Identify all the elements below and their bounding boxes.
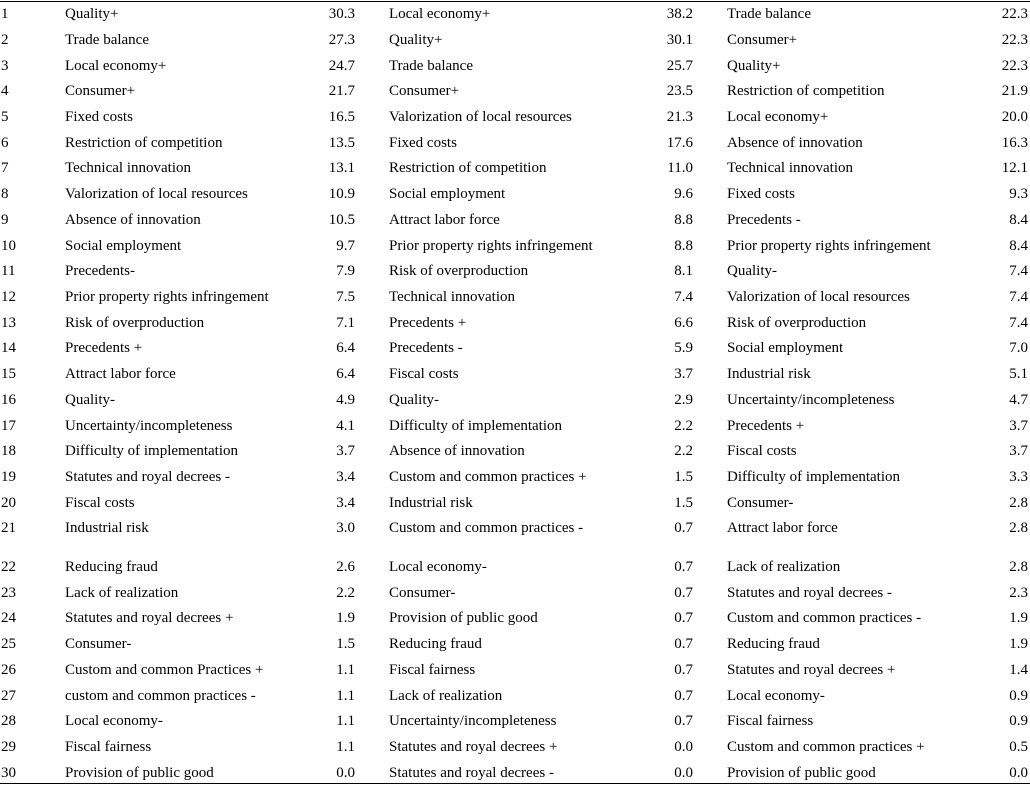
table-row [0, 53, 1030, 79]
factor-name-col3: Quality+ [727, 58, 781, 74]
table-row [0, 490, 1030, 516]
factor-name-col1: Fixed costs [65, 109, 133, 125]
factor-name-col3: Lack of realization [727, 559, 841, 575]
table-row [0, 361, 1030, 387]
factor-name-col3: Precedents - [727, 212, 801, 228]
factor-name-col1: custom and common practices - [65, 688, 256, 704]
factor-value-col1: 10.9 [328, 186, 355, 202]
factor-value-col2: 0.7 [674, 713, 693, 729]
rank-cell: 1 [1, 6, 9, 22]
factor-name-col2: Uncertainty/incompleteness [389, 713, 557, 729]
rank-cell: 2 [1, 32, 9, 48]
factor-name-col2: Fiscal costs [389, 366, 459, 382]
factor-name-col1: Industrial risk [65, 520, 149, 536]
factor-name-col2: Technical innovation [389, 289, 515, 305]
factor-name-col2: Industrial risk [389, 495, 473, 511]
factor-value-col2: 7.4 [674, 289, 693, 305]
factor-name-col3: Difficulty of implementation [727, 469, 901, 485]
table-row [0, 155, 1030, 181]
factor-name-col1: Fiscal costs [65, 495, 135, 511]
table-row [0, 554, 1030, 580]
factor-value-col1: 1.1 [336, 739, 355, 755]
factor-name-col3: Reducing fraud [727, 636, 820, 652]
factor-name-col1: Local economy- [65, 713, 163, 729]
factor-name-col1: Quality- [65, 392, 115, 408]
table-row [0, 207, 1030, 233]
table-row [0, 683, 1030, 709]
factor-name-col1: Restriction of competition [65, 135, 223, 151]
rank-cell: 30 [1, 765, 16, 781]
factor-value-col3: 3.3 [1009, 469, 1028, 485]
table-row [0, 258, 1030, 284]
rank-cell: 4 [1, 83, 9, 99]
factor-name-col3: Local economy+ [727, 109, 829, 125]
factor-value-col1: 30.3 [328, 6, 355, 22]
factor-value-col1: 13.1 [328, 160, 355, 176]
factor-value-col3: 0.0 [1009, 765, 1028, 781]
factor-name-col3: Custom and common practices - [727, 610, 922, 626]
factor-name-col2: Prior property rights infringement [389, 238, 593, 254]
factor-name-col1: Precedents + [65, 340, 143, 356]
table-row [0, 708, 1030, 734]
factor-name-col2: Reducing fraud [389, 636, 482, 652]
factor-value-col3: 2.3 [1009, 585, 1028, 601]
factor-name-col3: Technical innovation [727, 160, 853, 176]
factor-value-col2: 1.5 [674, 495, 693, 511]
factor-name-col2: Provision of public good [389, 610, 538, 626]
factor-value-col1: 21.7 [328, 83, 355, 99]
factor-name-col1: Lack of realization [65, 585, 179, 601]
factor-name-col3: Social employment [727, 340, 844, 356]
factor-value-col3: 3.7 [1009, 443, 1028, 459]
factor-name-col2: Restriction of competition [389, 160, 547, 176]
factor-name-col3: Custom and common practices + [727, 739, 925, 755]
factor-value-col2: 6.6 [674, 315, 693, 331]
factor-name-col2: Attract labor force [389, 212, 500, 228]
factor-value-col3: 0.5 [1009, 739, 1028, 755]
factor-value-col3: 22.3 [1001, 58, 1028, 74]
rank-cell: 23 [1, 585, 16, 601]
rank-cell: 12 [1, 289, 16, 305]
factor-value-col2: 0.0 [674, 765, 693, 781]
factor-value-col3: 20.0 [1001, 109, 1028, 125]
factor-name-col1: Quality+ [65, 6, 119, 22]
rank-cell: 28 [1, 713, 16, 729]
factor-value-col2: 8.8 [674, 212, 693, 228]
table-row [0, 284, 1030, 310]
table-row [0, 760, 1030, 786]
factor-value-col1: 3.4 [336, 469, 355, 485]
factor-value-col2: 8.1 [674, 263, 693, 279]
factor-name-col1: Local economy+ [65, 58, 167, 74]
factor-value-col2: 5.9 [674, 340, 693, 356]
factor-name-col3: Uncertainty/incompleteness [727, 392, 895, 408]
factor-value-col3: 8.4 [1009, 238, 1028, 254]
factor-name-col2: Local economy+ [389, 6, 491, 22]
rank-cell: 19 [1, 469, 16, 485]
factor-name-col3: Risk of overproduction [727, 315, 867, 331]
factor-value-col3: 3.7 [1009, 418, 1028, 434]
table-row [0, 413, 1030, 439]
rank-cell: 25 [1, 636, 16, 652]
factor-value-col1: 1.1 [336, 713, 355, 729]
factor-name-col2: Trade balance [389, 58, 473, 74]
table-row [0, 580, 1030, 606]
factor-value-col1: 2.6 [336, 559, 355, 575]
factor-value-col2: 23.5 [666, 83, 693, 99]
rank-cell: 5 [1, 109, 9, 125]
rank-cell: 20 [1, 495, 16, 511]
factor-value-col1: 10.5 [328, 212, 355, 228]
factor-value-col3: 1.4 [1009, 662, 1028, 678]
factor-value-col1: 1.1 [336, 688, 355, 704]
factor-value-col1: 3.4 [336, 495, 355, 511]
factor-value-col3: 7.4 [1009, 315, 1028, 331]
factor-value-col3: 9.3 [1009, 186, 1028, 202]
rank-cell: 17 [1, 418, 16, 434]
factor-name-col3: Consumer- [727, 495, 794, 511]
factor-value-col1: 9.7 [336, 238, 355, 254]
factor-value-col3: 22.3 [1001, 6, 1028, 22]
rank-cell: 21 [1, 520, 16, 536]
factor-value-col3: 7.0 [1009, 340, 1028, 356]
factor-name-col3: Trade balance [727, 6, 811, 22]
rank-cell: 11 [1, 263, 16, 279]
factor-name-col1: Fiscal fairness [65, 739, 152, 755]
factor-name-col1: Precedents- [65, 263, 135, 279]
rank-cell: 13 [1, 315, 16, 331]
factor-name-col2: Precedents + [389, 315, 467, 331]
factor-name-col2: Local economy- [389, 559, 487, 575]
factor-value-col2: 38.2 [666, 6, 693, 22]
factor-name-col2: Custom and common practices + [389, 469, 587, 485]
factor-value-col2: 21.3 [666, 109, 693, 125]
factor-value-col2: 3.7 [674, 366, 693, 382]
factor-name-col3: Statutes and royal decrees + [727, 662, 896, 678]
rank-cell: 24 [1, 610, 16, 626]
factor-value-col3: 2.8 [1009, 559, 1028, 575]
factor-name-col3: Provision of public good [727, 765, 876, 781]
factor-name-col3: Fiscal costs [727, 443, 797, 459]
factor-value-col1: 4.1 [336, 418, 355, 434]
factor-name-col1: Valorization of local resources [65, 186, 248, 202]
factor-value-col1: 3.7 [336, 443, 355, 459]
rank-cell: 6 [1, 135, 9, 151]
factor-value-col3: 16.3 [1001, 135, 1028, 151]
factor-value-col1: 1.5 [336, 636, 355, 652]
table-row [0, 233, 1030, 259]
factor-value-col2: 25.7 [666, 58, 693, 74]
factor-value-col2: 0.7 [674, 610, 693, 626]
factor-value-col2: 0.7 [674, 520, 693, 536]
factor-name-col1: Attract labor force [65, 366, 176, 382]
factor-value-col2: 0.7 [674, 662, 693, 678]
factor-value-col1: 0.0 [336, 765, 355, 781]
factor-name-col3: Consumer+ [727, 32, 798, 48]
table-row [0, 605, 1030, 631]
rank-cell: 14 [1, 340, 16, 356]
factor-value-col3: 1.9 [1009, 636, 1028, 652]
factor-value-col3: 0.9 [1009, 688, 1028, 704]
factor-name-col2: Fiscal fairness [389, 662, 476, 678]
factor-value-col1: 24.7 [328, 58, 355, 74]
rank-cell: 8 [1, 186, 9, 202]
factor-name-col3: Local economy- [727, 688, 825, 704]
factor-name-col1: Statutes and royal decrees + [65, 610, 234, 626]
table-row [0, 335, 1030, 361]
factor-value-col2: 11.0 [667, 160, 693, 176]
factor-value-col3: 21.9 [1001, 83, 1028, 99]
rank-cell: 18 [1, 443, 16, 459]
factor-name-col2: Lack of realization [389, 688, 503, 704]
factor-name-col1: Absence of innovation [65, 212, 201, 228]
table-row [0, 310, 1030, 336]
factor-value-col1: 1.9 [336, 610, 355, 626]
rank-cell: 10 [1, 238, 16, 254]
table-row [0, 1, 1030, 27]
factor-value-col2: 30.1 [666, 32, 693, 48]
rank-cell: 15 [1, 366, 16, 382]
factor-value-col2: 8.8 [674, 238, 693, 254]
factor-name-col2: Consumer- [389, 585, 456, 601]
factor-name-col1: Difficulty of implementation [65, 443, 239, 459]
factor-name-col3: Valorization of local resources [727, 289, 910, 305]
factor-value-col3: 5.1 [1009, 366, 1028, 382]
table-row [0, 515, 1030, 541]
factor-value-col3: 2.8 [1009, 520, 1028, 536]
factor-name-col2: Statutes and royal decrees - [389, 765, 554, 781]
factor-name-col2: Statutes and royal decrees + [389, 739, 558, 755]
factor-value-col1: 6.4 [336, 340, 355, 356]
factor-value-col1: 27.3 [328, 32, 355, 48]
factor-value-col3: 12.1 [1001, 160, 1028, 176]
factor-value-col1: 7.5 [336, 289, 355, 305]
factor-name-col1: Consumer+ [65, 83, 136, 99]
factor-name-col1: Uncertainty/incompleteness [65, 418, 233, 434]
factor-name-col2: Difficulty of implementation [389, 418, 563, 434]
rank-cell: 16 [1, 392, 16, 408]
factor-name-col2: Fixed costs [389, 135, 457, 151]
rank-cell: 3 [1, 58, 9, 74]
factor-name-col1: Social employment [65, 238, 182, 254]
table-row [0, 27, 1030, 53]
factor-value-col2: 0.7 [674, 688, 693, 704]
factor-value-col1: 7.9 [336, 263, 355, 279]
factor-name-col2: Social employment [389, 186, 506, 202]
factor-name-col3: Statutes and royal decrees - [727, 585, 892, 601]
factor-name-col3: Absence of innovation [727, 135, 863, 151]
factor-name-col1: Reducing fraud [65, 559, 158, 575]
factor-name-col1: Custom and common Practices + [65, 662, 264, 678]
factor-name-col2: Valorization of local resources [389, 109, 572, 125]
factor-name-col3: Precedents + [727, 418, 805, 434]
table-row [0, 387, 1030, 413]
factor-name-col3: Industrial risk [727, 366, 811, 382]
rank-cell: 22 [1, 559, 16, 575]
rank-cell: 27 [1, 688, 16, 704]
table-row [0, 631, 1030, 657]
factor-value-col3: 1.9 [1009, 610, 1028, 626]
factor-value-col1: 7.1 [336, 315, 355, 331]
factor-value-col2: 0.7 [674, 636, 693, 652]
factor-name-col3: Fiscal fairness [727, 713, 814, 729]
factor-name-col2: Quality- [389, 392, 439, 408]
factor-value-col2: 2.2 [674, 443, 693, 459]
table-row [0, 130, 1030, 156]
rank-cell: 26 [1, 662, 16, 678]
table-row [0, 104, 1030, 130]
factor-name-col2: Custom and common practices - [389, 520, 584, 536]
factor-value-col1: 1.1 [336, 662, 355, 678]
rank-cell: 7 [1, 160, 9, 176]
factor-value-col2: 0.7 [674, 559, 693, 575]
factor-name-col1: Risk of overproduction [65, 315, 205, 331]
factor-name-col2: Risk of overproduction [389, 263, 529, 279]
factor-name-col1: Trade balance [65, 32, 149, 48]
factor-value-col2: 2.2 [674, 418, 693, 434]
factor-name-col2: Absence of innovation [389, 443, 525, 459]
factor-value-col2: 1.5 [674, 469, 693, 485]
factor-name-col1: Consumer- [65, 636, 132, 652]
factor-value-col3: 7.4 [1009, 289, 1028, 305]
factor-name-col2: Consumer+ [389, 83, 460, 99]
factor-value-col1: 13.5 [328, 135, 355, 151]
factor-value-col3: 22.3 [1001, 32, 1028, 48]
table-row [0, 78, 1030, 104]
factor-value-col2: 0.0 [674, 739, 693, 755]
factor-value-col3: 7.4 [1009, 263, 1028, 279]
factor-name-col1: Prior property rights infringement [65, 289, 269, 305]
factor-value-col3: 2.8 [1009, 495, 1028, 511]
factor-name-col1: Provision of public good [65, 765, 214, 781]
rank-cell: 9 [1, 212, 9, 228]
factor-name-col1: Technical innovation [65, 160, 191, 176]
table-row [0, 464, 1030, 490]
rank-cell: 29 [1, 739, 16, 755]
factor-value-col1: 2.2 [336, 585, 355, 601]
factor-value-col2: 9.6 [674, 186, 693, 202]
table-row [0, 181, 1030, 207]
factor-name-col2: Precedents - [389, 340, 463, 356]
factor-value-col2: 0.7 [674, 585, 693, 601]
factor-name-col3: Quality- [727, 263, 777, 279]
table-row [0, 438, 1030, 464]
factor-value-col2: 17.6 [666, 135, 693, 151]
factor-value-col1: 16.5 [328, 109, 355, 125]
factor-name-col3: Attract labor force [727, 520, 838, 536]
factor-name-col2: Quality+ [389, 32, 443, 48]
factor-value-col3: 4.7 [1009, 392, 1028, 408]
factor-name-col3: Prior property rights infringement [727, 238, 931, 254]
factor-name-col1: Statutes and royal decrees - [65, 469, 230, 485]
factor-value-col2: 2.9 [674, 392, 693, 408]
factor-value-col3: 8.4 [1009, 212, 1028, 228]
table-row [0, 734, 1030, 760]
factor-name-col3: Restriction of competition [727, 83, 885, 99]
factor-name-col3: Fixed costs [727, 186, 795, 202]
factor-value-col1: 6.4 [336, 366, 355, 382]
factor-value-col3: 0.9 [1009, 713, 1028, 729]
factor-value-col1: 3.0 [336, 520, 355, 536]
factor-value-col1: 4.9 [336, 392, 355, 408]
table-row [0, 657, 1030, 683]
